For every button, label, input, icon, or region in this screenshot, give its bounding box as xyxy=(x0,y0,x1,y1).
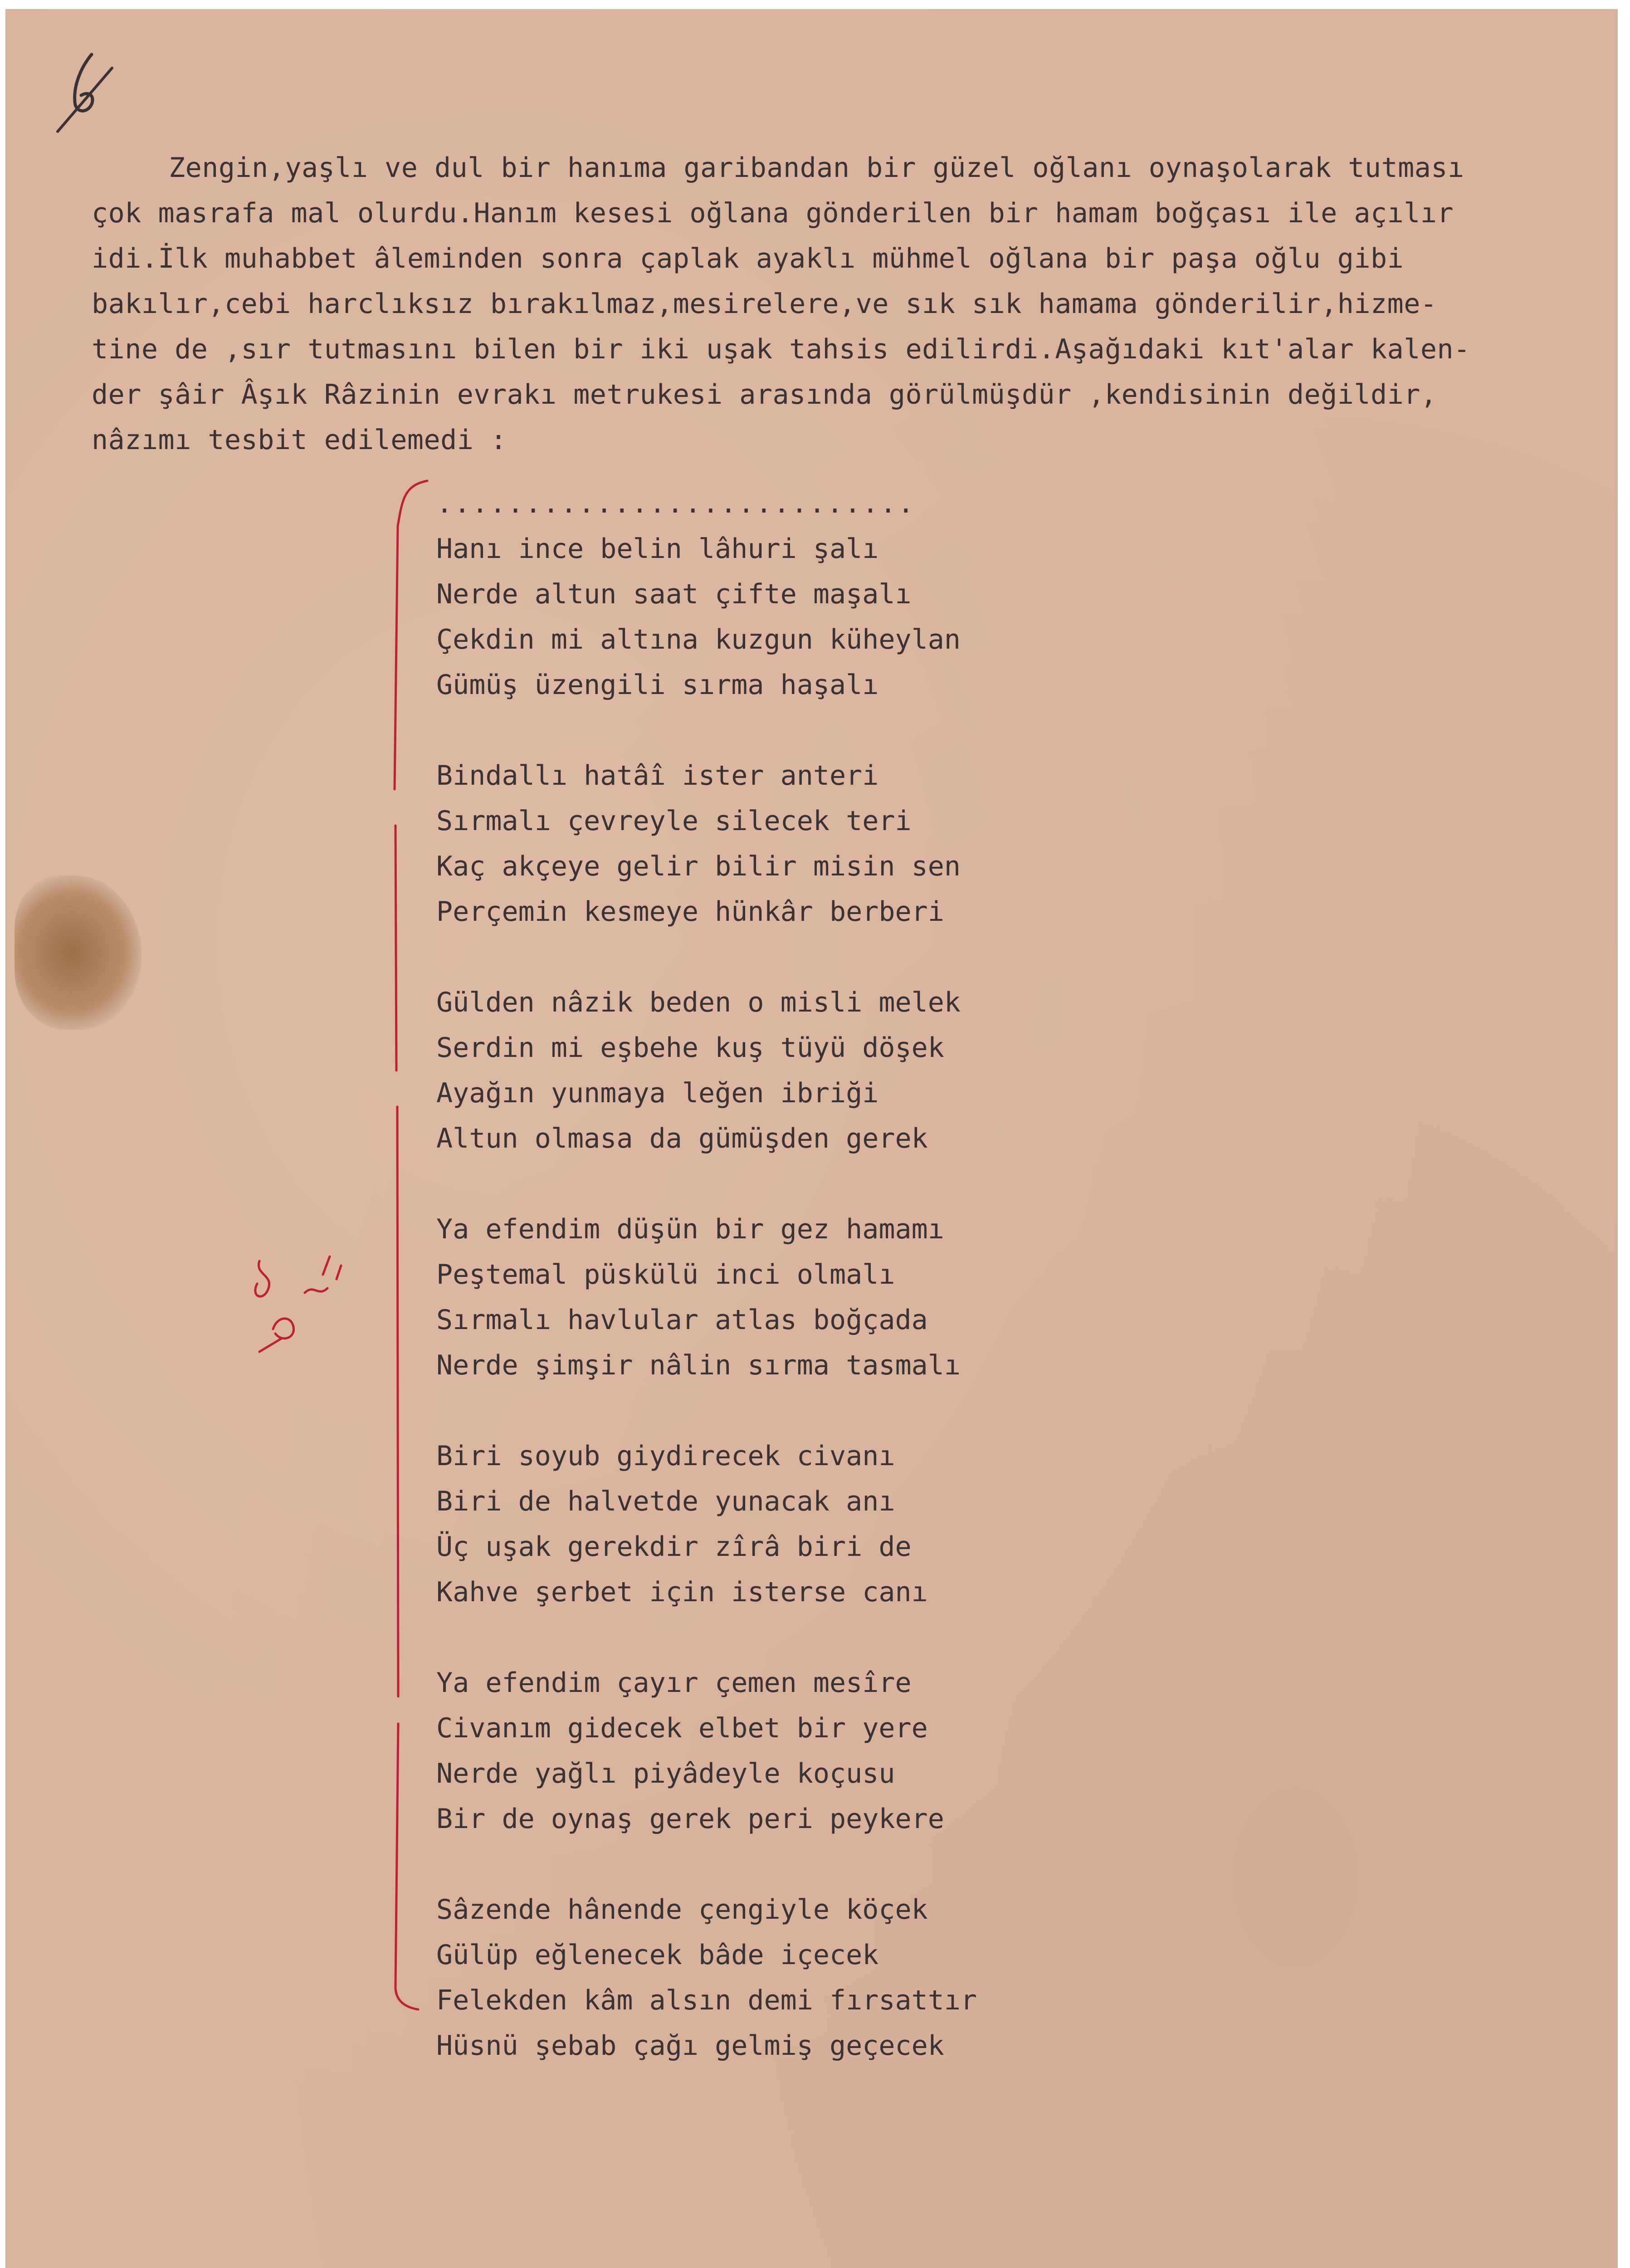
verse-line: Gülden nâzik beden o misli melek xyxy=(436,987,961,1018)
intro-line: nâzımı tesbit edilemedi : xyxy=(92,424,507,456)
verse-line: Kaç akçeye gelir bilir misin sen xyxy=(436,850,961,882)
verse-line: Ya efendim çayır çemen mesîre xyxy=(436,1667,912,1699)
intro-line: idi.İlk muhabbet âleminden sonra çaplak ayaklı mühmel oğlana bir paşa oğlu gibi xyxy=(92,243,1404,274)
intro-line: çok masrafa mal olurdu.Hanım kesesi oğlana gönderilen bir hamam boğçası ile açılır xyxy=(92,197,1454,229)
verse-line: Bindallı hatâî ister anteri xyxy=(436,760,879,792)
stanza xyxy=(436,1433,1253,1615)
verse-line: Peştemal püskülü inci olmalı xyxy=(436,1259,895,1290)
stanza xyxy=(436,980,1253,1161)
verse-line: Sırmalı çevreyle silecek teri xyxy=(436,805,912,837)
intro-paragraph xyxy=(92,145,1606,463)
verse-line: Sırmalı havlular atlas boğçada xyxy=(436,1304,928,1336)
verse-line: Ayağın yunmaya leğen ibriği xyxy=(436,1077,879,1109)
stanza xyxy=(436,753,1253,934)
verse-line: Perçemin kesmeye hünkâr berberi xyxy=(436,896,944,928)
verse-line: Nerde şimşir nâlin sırma tasmalı xyxy=(436,1349,961,1381)
verse-line: Nerde altun saat çifte maşalı xyxy=(436,578,912,610)
poem xyxy=(436,481,1253,2114)
stanza xyxy=(436,1660,1253,1842)
verse-line: Felekden kâm alsın demi fırsattır xyxy=(436,1984,977,2016)
verse-line: Hanı ince belin lâhuri şalı xyxy=(436,533,879,565)
water-stain xyxy=(15,875,142,1030)
stanza xyxy=(436,1887,1253,2068)
verse-line: Nerde yağlı piyâdeyle koçusu xyxy=(436,1758,895,1789)
red-handwritten-margin-note xyxy=(250,1247,355,1361)
verse-line: Ya efendim düşün bir gez hamamı xyxy=(436,1213,944,1245)
verse-line: Bir de oynaş gerek peri peykere xyxy=(436,1803,944,1835)
verse-line: Civanım gidecek elbet bir yere xyxy=(436,1712,928,1744)
verse-line: Biri soyub giydirecek civanı xyxy=(436,1440,895,1472)
handwritten-page-number xyxy=(49,45,121,136)
verse-line: Kahve şerbet için isterse canı xyxy=(436,1576,928,1608)
verse-line: Altun olmasa da gümüşden gerek xyxy=(436,1123,928,1154)
verse-line: Gümüş üzengili sırma haşalı xyxy=(436,669,879,701)
verse-line: Hüsnü şebab çağı gelmiş geçecek xyxy=(436,2030,944,2062)
verse-line: Gülüp eğlenecek bâde içecek xyxy=(436,1939,879,1971)
intro-line: der şâir Âşık Râzinin evrakı metrukesi arasında görülmüşdür ,kendisinin değildir, xyxy=(92,379,1437,411)
document-page xyxy=(5,9,1618,2268)
intro-line: bakılır,cebi harclıksız bırakılmaz,mesirelere,ve sık sık hamama gönderilir,hizme- xyxy=(92,288,1437,320)
red-margin-bracket xyxy=(377,472,432,2014)
verse-line: Sâzende hânende çengiyle köçek xyxy=(436,1894,928,1926)
verse-line: Üç uşak gerekdir zîrâ biri de xyxy=(436,1531,912,1563)
verse-line: Serdin mi eşbehe kuş tüyü döşek xyxy=(436,1032,944,1064)
verse-line: Çekdin mi altına kuzgun küheylan xyxy=(436,624,961,655)
stanza xyxy=(436,526,1253,708)
stanza xyxy=(436,1207,1253,1388)
intro-line: tine de ,sır tutmasını bilen bir iki uşak tahsis edilirdi.Aşağıdaki kıt'alar kalen- xyxy=(92,333,1470,365)
verse-line: Biri de halvetde yunacak anı xyxy=(436,1486,895,1517)
intro-line: Zengin,yaşlı ve dul bir hanıma garibandan bir güzel oğlanı oynaşolarak tutması xyxy=(169,152,1464,184)
ellipsis-line: ........................... xyxy=(436,488,916,519)
